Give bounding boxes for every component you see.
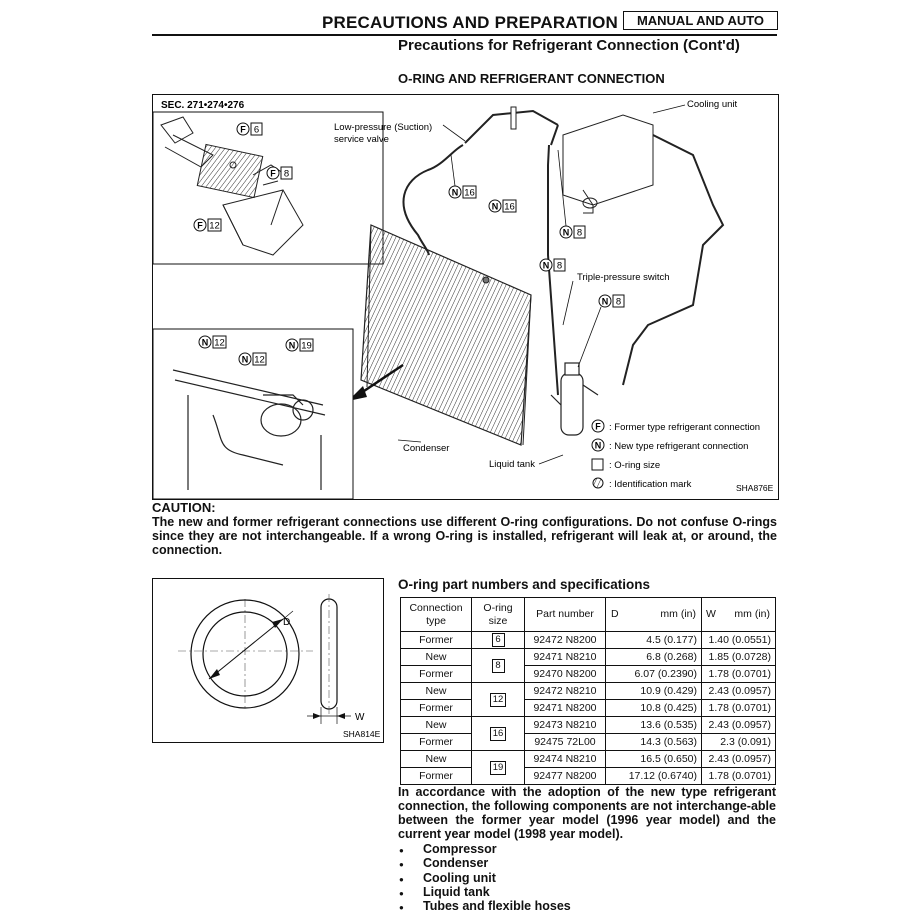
table-title: O-ring part numbers and specifications <box>398 577 651 592</box>
cell-d: 4.5 (0.177) <box>606 632 702 649</box>
cell-part: 92471 N8210 <box>525 649 606 666</box>
oring-size-box: 6 <box>492 633 505 647</box>
svg-text:N: N <box>288 340 296 351</box>
cell-type: Former <box>401 768 472 785</box>
cell-type: New <box>401 751 472 768</box>
callout-n8-c <box>578 295 624 367</box>
col-connection-type: Connection type <box>401 598 472 632</box>
cell-size <box>472 683 525 717</box>
table-header-row <box>401 598 776 632</box>
svg-text:8: 8 <box>283 168 290 180</box>
cell-w: 2.3 (0.091) <box>702 734 776 751</box>
svg-text:N: N <box>241 354 249 365</box>
refrigerant-connection-diagram <box>152 94 779 500</box>
cell-type: New <box>401 717 472 734</box>
svg-text:F: F <box>240 124 246 135</box>
col-d <box>606 598 702 632</box>
dimension-w: W <box>355 712 365 723</box>
condenser-sketch <box>361 225 531 445</box>
table-row <box>401 632 776 649</box>
oring-size-box: 12 <box>490 693 506 707</box>
oring-dimension-diagram <box>152 578 384 743</box>
callout-n8-a <box>558 150 585 239</box>
label-cooling-unit: Cooling unit <box>687 99 738 110</box>
bullet-text: Liquid tank <box>423 884 490 899</box>
callout-n12-a <box>199 336 226 349</box>
cell-d: 6.07 (0.2390) <box>606 666 702 683</box>
callout-f8 <box>267 167 292 180</box>
cooling-unit-sketch <box>563 95 653 213</box>
cell-d: 17.12 (0.6740) <box>606 768 702 785</box>
cell-d: 16.5 (0.650) <box>606 751 702 768</box>
oring-size-box: 8 <box>492 659 505 673</box>
legend-mark: : Identification mark <box>609 479 692 490</box>
header-badge: MANUAL AND AUTO <box>623 11 778 30</box>
col-d-unit: mm (in) <box>660 608 696 620</box>
svg-text:12: 12 <box>214 337 225 349</box>
cell-size <box>472 632 525 649</box>
figure-code: SHA876E <box>736 483 774 493</box>
cell-d: 10.9 (0.429) <box>606 683 702 700</box>
svg-text:F: F <box>197 220 203 231</box>
svg-text:16: 16 <box>504 201 515 213</box>
cell-d: 10.8 (0.425) <box>606 700 702 717</box>
cell-d: 14.3 (0.563) <box>606 734 702 751</box>
cell-type: New <box>401 649 472 666</box>
cell-part: 92477 N8200 <box>525 768 606 785</box>
table-row <box>401 768 776 785</box>
bullet-item <box>398 899 698 915</box>
col-part-number: Part number <box>525 598 606 632</box>
cell-type: Former <box>401 734 472 751</box>
svg-text:16: 16 <box>464 187 475 199</box>
cell-type: Former <box>401 700 472 717</box>
oring-size-box: 19 <box>490 761 506 775</box>
bullet-text: Tubes and flexible hoses <box>423 899 571 914</box>
bullet-dot: ● <box>399 860 404 870</box>
section-title: Precautions for Refrigerant Connection (Cont'd) <box>398 37 740 54</box>
cell-part: 92475 72L00 <box>525 734 606 751</box>
section-subtitle: O-RING AND REFRIGERANT CONNECTION <box>398 71 665 86</box>
label-service-valve: service valve <box>334 134 389 145</box>
callout-n19 <box>286 339 313 352</box>
cell-w: 1.78 (0.0701) <box>702 768 776 785</box>
table-row <box>401 683 776 700</box>
col-w <box>702 598 776 632</box>
col-d-label: D <box>611 608 619 620</box>
svg-text:N: N <box>201 337 209 348</box>
cell-part: 92472 N8200 <box>525 632 606 649</box>
cell-w: 1.78 (0.0701) <box>702 666 776 683</box>
page-header-title: PRECAUTIONS AND PREPARATION <box>322 13 618 32</box>
cell-part: 92470 N8200 <box>525 666 606 683</box>
bullet-text: Cooling unit <box>423 870 496 885</box>
legend-new: : New type refrigerant connection <box>609 441 749 452</box>
table-row <box>401 717 776 734</box>
bullet-dot: ● <box>399 846 404 855</box>
bullet-dot: ● <box>399 903 404 913</box>
header-rule <box>152 34 777 36</box>
cell-w: 2.43 (0.0957) <box>702 717 776 734</box>
oring-size-box: 16 <box>490 727 506 741</box>
callout-f6 <box>237 123 262 136</box>
table-row <box>401 666 776 683</box>
callout-n8-b <box>540 259 565 272</box>
svg-text:N: N <box>542 260 550 271</box>
svg-text:6: 6 <box>253 124 260 136</box>
svg-text:N: N <box>562 227 570 238</box>
svg-text:8: 8 <box>556 260 563 272</box>
svg-text:8: 8 <box>615 296 622 308</box>
svg-text:19: 19 <box>301 340 312 352</box>
bullet-text: Compressor <box>423 842 497 856</box>
liquid-tank-sketch <box>551 363 598 435</box>
label-low-pressure: Low-pressure (Suction) <box>334 122 433 133</box>
cell-w: 2.43 (0.0957) <box>702 683 776 700</box>
callout-n12-b <box>239 353 266 366</box>
cell-d: 6.8 (0.268) <box>606 649 702 666</box>
label-condenser: Condenser <box>403 443 450 454</box>
bullet-text: Condenser <box>423 856 489 871</box>
legend-former: : Former type refrigerant connection <box>609 422 761 433</box>
svg-text:N: N <box>601 296 609 307</box>
svg-text:12: 12 <box>254 354 265 366</box>
diagram-svg <box>153 95 778 499</box>
svg-text:F: F <box>595 421 601 432</box>
table-row <box>401 734 776 751</box>
cell-part: 92471 N8200 <box>525 700 606 717</box>
table-row <box>401 649 776 666</box>
col-w-unit: mm (in) <box>734 608 770 620</box>
bullet-dot: ● <box>399 874 404 884</box>
callout-n16-b <box>489 200 516 213</box>
cell-w: 2.43 (0.0957) <box>702 751 776 768</box>
svg-text:12: 12 <box>209 220 220 232</box>
callout-n16-a <box>449 155 476 199</box>
cell-w: 1.78 (0.0701) <box>702 700 776 717</box>
table-row <box>401 700 776 717</box>
cell-d: 13.6 (0.535) <box>606 717 702 734</box>
svg-text:N: N <box>451 187 459 198</box>
evaporator-sketch <box>161 117 303 255</box>
cell-w: 1.40 (0.0551) <box>702 632 776 649</box>
cell-w: 1.85 (0.0728) <box>702 649 776 666</box>
legend-size: : O-ring size <box>609 460 661 471</box>
sec-label: SEC. 271•274•276 <box>161 100 245 111</box>
bullet-dot: ● <box>399 888 404 898</box>
figure2-code: SHA814E <box>343 729 381 739</box>
legend <box>592 420 760 490</box>
cell-part: 92474 N8210 <box>525 751 606 768</box>
cell-part: 92472 N8210 <box>525 683 606 700</box>
interchange-paragraph: In accordance with the adoption of the new type refrigerant connection, the following components are not interchange-able between the former year model (1996 year model) and the current year model (1998 year model). <box>398 785 776 841</box>
svg-text:F: F <box>270 168 276 179</box>
label-triple-pressure-switch: Triple-pressure switch <box>577 272 670 283</box>
cell-part: 92473 N8210 <box>525 717 606 734</box>
oring-spec-table <box>400 597 776 785</box>
cell-size <box>472 649 525 683</box>
col-w-label: W <box>706 608 716 620</box>
caution-text: The new and former refrigerant connections use different O-ring configurations. Do not confuse O-rings since they are not interchangeable. If a wrong O-ring is installed, refrigerant will leak at, or around, the connection. <box>152 515 777 557</box>
table-row <box>401 751 776 768</box>
cell-type: Former <box>401 666 472 683</box>
dimension-d: D <box>283 617 291 628</box>
svg-text:8: 8 <box>576 227 583 239</box>
cell-size <box>472 751 525 785</box>
caution-heading: CAUTION: <box>152 500 216 515</box>
col-oring-size: O-ring size <box>472 598 525 632</box>
cell-type: Former <box>401 632 472 649</box>
svg-text:N: N <box>594 440 602 451</box>
label-liquid-tank: Liquid tank <box>489 459 535 470</box>
oring-svg <box>153 579 383 742</box>
svg-text:N: N <box>491 201 499 212</box>
callout-f12 <box>194 219 221 232</box>
cell-type: New <box>401 683 472 700</box>
cell-size <box>472 717 525 751</box>
